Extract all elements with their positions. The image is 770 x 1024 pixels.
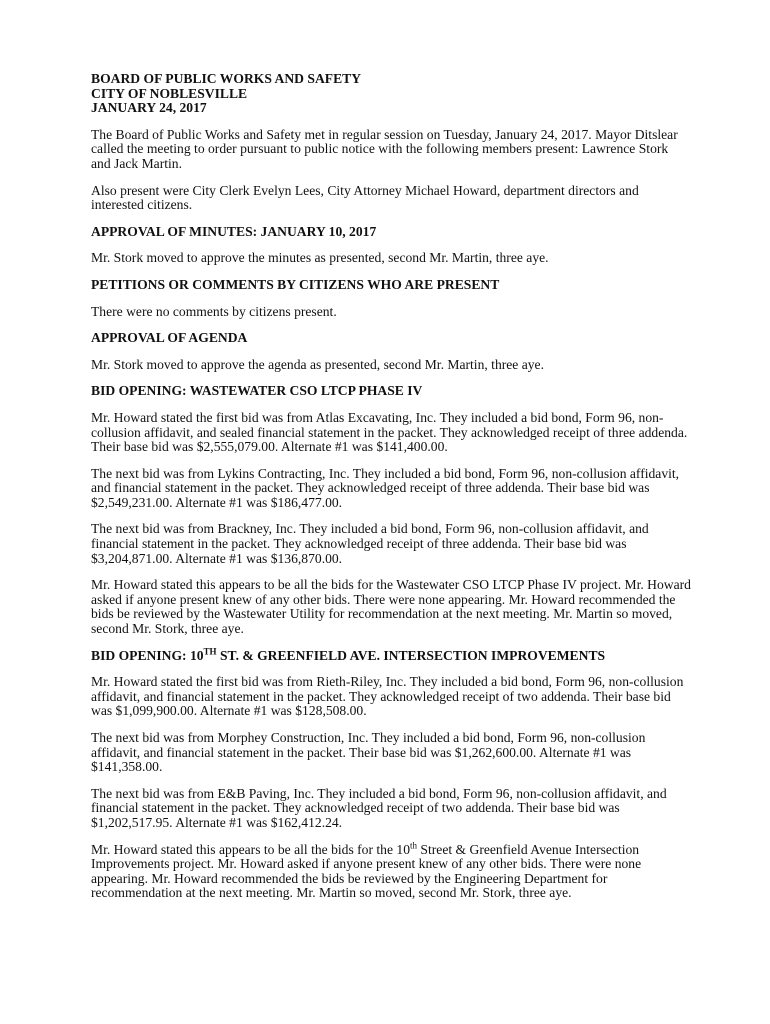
- bid-eb-paving-paragraph: The next bid was from E&B Paving, Inc. They included a bid bond, Form 96, non-collusion affidavit, and financial statement in the packet. They acknowledged receipt of two addenda. Their base bid was $1,202,517.95. Alternate #1 was $162,412.24.: [91, 785, 667, 830]
- petitions-heading: PETITIONS OR COMMENTS BY CITIZENS WHO ARE PRESENT: [91, 276, 500, 292]
- agenda-paragraph: Mr. Stork moved to approve the agenda as presented, second Mr. Martin, three aye.: [91, 356, 544, 372]
- attendees-paragraph: Also present were City Clerk Evelyn Lees, City Attorney Michael Howard, department directors and interested citizens.: [91, 182, 639, 213]
- bid-opening-intersection-heading: [91, 646, 691, 664]
- minutes-heading: APPROVAL OF MINUTES: JANUARY 10, 2017: [91, 223, 377, 239]
- board-title: BOARD OF PUBLIC WORKS AND SAFETY: [91, 71, 362, 86]
- bid-brackney-paragraph: The next bid was from Brackney, Inc. They included a bid bond, Form 96, non-collusion affidavit, and financial statement in the packet. They acknowledged receipt of three addenda. Their base bid was $3,204,871.00. Alternate #1 was $136,870.00.: [91, 521, 649, 566]
- minutes-paragraph: Mr. Stork moved to approve the minutes as presented, second Mr. Martin, three aye.: [91, 250, 549, 266]
- agenda-heading: APPROVAL OF AGENDA: [91, 330, 248, 346]
- heading-text-end: ST. & GREENFIELD AVE. INTERSECTION IMPROVEMENTS: [216, 647, 606, 663]
- bid-lykins-paragraph: The next bid was from Lykins Contracting, Inc. They included a bid bond, Form 96, non-collusion affidavit, and financial statement in the packet. They acknowledged receipt of three addenda. Their base bid was $2,549,231.00. Alternate #1 was $186,477.00.: [91, 465, 680, 510]
- heading-superscript: TH: [203, 646, 217, 657]
- document-header: [91, 72, 691, 116]
- summary-text-end: Street & Greenfield Avenue Intersection Improvements project. Mr. Howard asked if anyone present knew of any other bids. There were none appearing. Mr. Howard recommended the bids be reviewed by the Engineering Department for recommendation at the next meeting. Mr. Martin so moved, second Mr. Stork, three aye.: [91, 841, 642, 901]
- summary-text-start: Mr. Howard stated this appears to be all the bids for the 10: [91, 841, 411, 857]
- petitions-paragraph: There were no comments by citizens present.: [91, 303, 337, 319]
- bid-atlas-paragraph: Mr. Howard stated the first bid was from Atlas Excavating, Inc. They included a bid bond, Form 96, non-collusion affidavit, and sealed financial statement in the packet. They acknowledged receipt of three addenda. Their base bid was $2,555,079.00. Alternate #1 was $141,400.00.: [91, 409, 688, 455]
- bid-opening-wastewater-heading: BID OPENING: WASTEWATER CSO LTCP PHASE IV: [91, 383, 423, 399]
- bid-intersection-summary-paragraph: [91, 840, 691, 901]
- summary-superscript: th: [410, 840, 418, 851]
- bid-rieth-riley-paragraph: Mr. Howard stated the first bid was from Rieth-Riley, Inc. They included a bid bond, Form 96, non-collusion affidavit, and financial statement in the packet. They acknowledged receipt of two addenda. Their base bid was $1,099,900.00. Alternate #1 was $128,508.00.: [91, 674, 684, 719]
- bid-wastewater-summary-paragraph: Mr. Howard stated this appears to be all the bids for the Wastewater CSO LTCP Phase IV project. Mr. Howard asked if anyone present knew of any other bids. There were none appearing. Mr. Howard recommended the bids be reviewed by the Wastewater Utility for recommendation at the next meeting. Mr. Martin so moved, second Mr. Stork, three aye.: [91, 577, 691, 637]
- city-title: CITY OF NOBLESVILLE: [91, 85, 248, 101]
- document-page: [91, 72, 691, 913]
- meeting-date: JANUARY 24, 2017: [91, 100, 207, 116]
- intro-paragraph: The Board of Public Works and Safety met in regular session on Tuesday, January 24, 2017. Mayor Ditslear called the meeting to order pursuant to public notice with the following members present: Lawrence Stork and Jack Martin.: [91, 126, 678, 171]
- bid-morphey-paragraph: The next bid was from Morphey Construction, Inc. They included a bid bond, Form 96, non-collusion affidavit, and financial statement in the packet. Their base bid was $1,262,600.00. Alternate #1 was $141,358.00.: [91, 730, 646, 775]
- heading-text-start: BID OPENING: 10: [91, 647, 204, 663]
